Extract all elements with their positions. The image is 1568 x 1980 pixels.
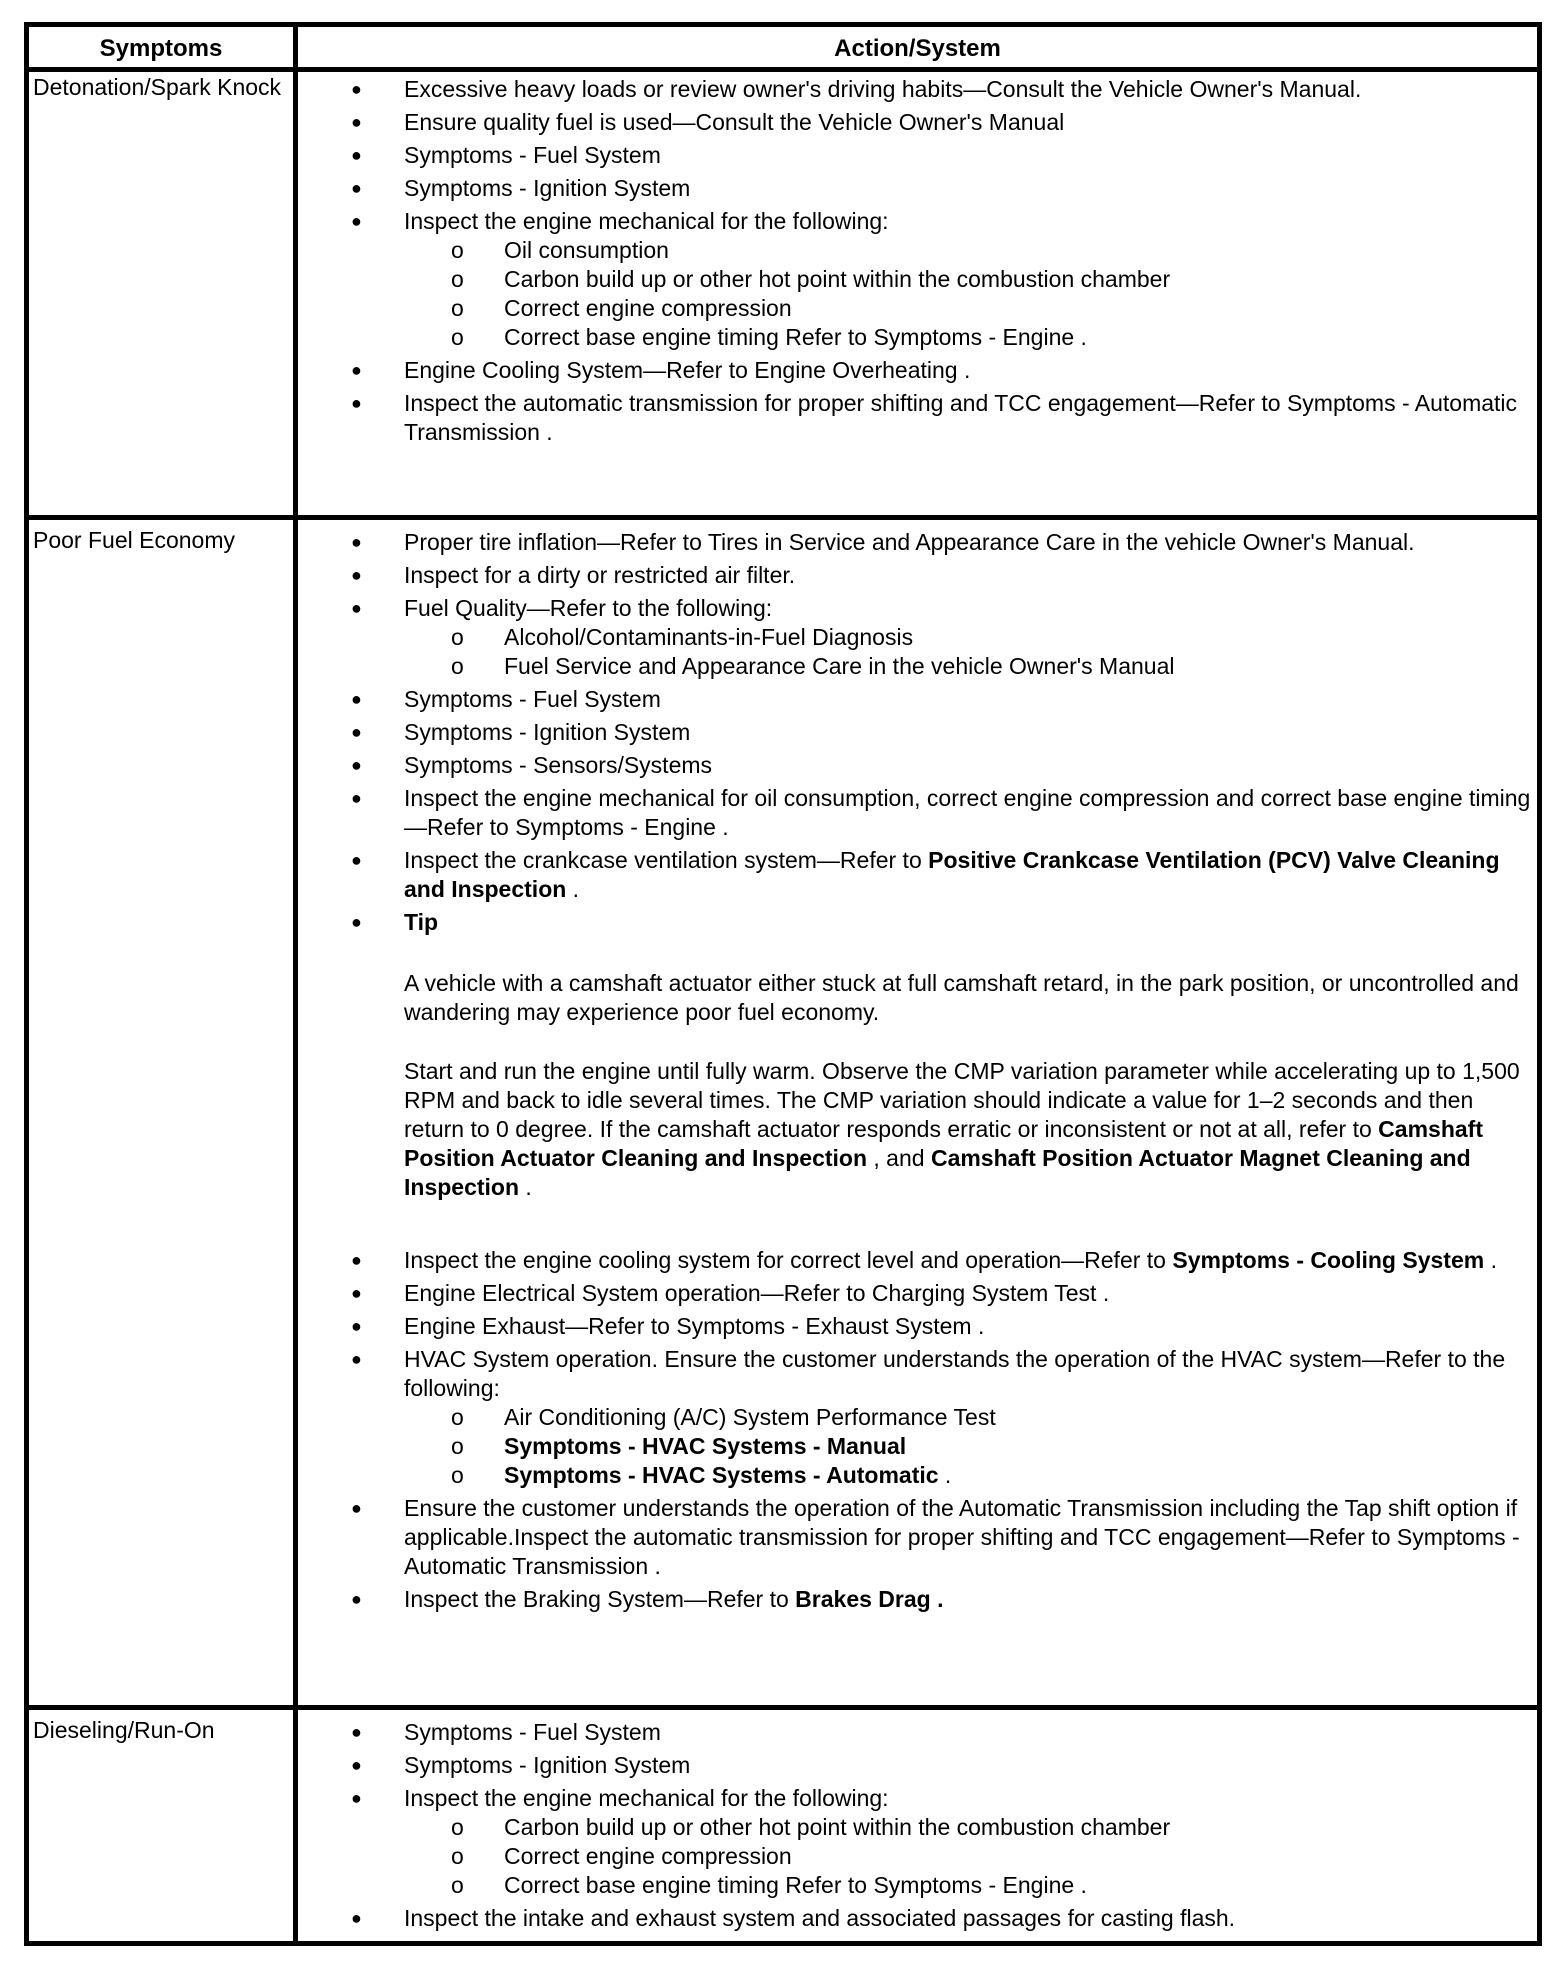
bullet-icon: ● [351,1316,362,1336]
list-item: ● Inspect the engine mechanical for the following: [351,1785,889,1811]
list-item: ● Ensure quality fuel is used—Consult the Vehicle Owner's Manual [351,109,1065,135]
bullet-icon: ● [351,850,362,870]
bullet-icon: ● [351,211,362,231]
circle-bullet-icon: o [451,653,464,679]
list-item: ● Symptoms - Fuel System [351,142,661,168]
sub-list-item: o Correct base engine timing Refer to Symptoms - Engine . [451,324,1087,350]
circle-bullet-icon: o [451,237,464,263]
bullet-icon: ● [351,1755,362,1775]
bullet-icon: ● [351,1589,362,1609]
sub-list-item: o Air Conditioning (A/C) System Performance Test [451,1404,996,1430]
circle-bullet-icon: o [451,624,464,650]
list-item: ● Inspect the engine cooling system for correct level and operation—Refer to Symptoms - Cooling System . [351,1247,1497,1273]
bullet-icon: ● [351,1349,362,1369]
list-item [298,908,1531,937]
list-item: ● Inspect for a dirty or restricted air filter. [351,562,796,588]
symptom-cell: Detonation/Spark Knock [33,74,282,100]
bullet-icon: ● [351,360,362,380]
circle-bullet-icon: o [451,324,464,350]
bullet-icon: ● [351,722,362,742]
header-symptoms: Symptoms [99,35,223,62]
symptom-cell: Dieseling/Run-On [33,1717,215,1743]
hvac-automatic-link[interactable]: Symptoms - HVAC Systems - Automatic [504,1462,939,1488]
bullet-icon: ● [351,1788,362,1808]
bullet-icon: ● [351,1250,362,1270]
bullet-icon: ● [351,788,362,808]
list-item: ● Symptoms - Ignition System [351,175,691,201]
sub-list-item: o Symptoms - HVAC Systems - Automatic . [451,1462,952,1488]
camshaft-actuator-link[interactable]: Camshaft Position Actuator Cleaning and Inspection [404,1116,1483,1171]
table-header [29,27,1537,72]
sub-list-item: o Carbon build up or other hot point within the combustion chamber [451,1814,1171,1840]
circle-bullet-icon: o [451,295,464,321]
bullet-icon: ● [351,1722,362,1742]
list-item: ● Symptoms - Ignition System [351,1752,691,1778]
symptoms-table [24,22,1542,1946]
bullet-icon: ● [351,532,362,552]
bullet-icon: ● [351,112,362,132]
sub-list-item: o Correct engine compression [451,295,792,321]
sub-list-item: o Correct engine compression [451,1843,792,1869]
circle-bullet-icon: o [451,1433,464,1459]
list-item: ● Inspect the intake and exhaust system and associated passages for casting flash. [351,1905,1236,1931]
bullet-icon: ● [351,79,362,99]
table-row [29,67,1537,520]
circle-bullet-icon: o [451,1872,464,1898]
list-item: ● Fuel Quality—Refer to the following: [351,595,773,621]
action-cell [298,528,1531,1618]
sub-list-item [298,1432,1531,1461]
bullet-icon: ● [351,393,362,413]
list-item: ● Ensure the customer understands the operation of the Automatic Transmission including the Tap shift option if applicable.Inspect the automatic transmission for proper shifting and TCC engagement—Refer to Symptoms - Automatic Transmission . [351,1495,1520,1579]
table-row [29,520,1537,1710]
list-item: ● Symptoms - Fuel System [351,686,661,712]
pcv-link[interactable]: Positive Crankcase Ventilation (PCV) Valve Cleaning and Inspection [404,847,1500,902]
cooling-system-link[interactable]: Symptoms - Cooling System [1172,1247,1485,1273]
list-item: ● HVAC System operation. Ensure the customer understands the operation of the HVAC system—Refer to the following: [351,1346,1506,1401]
list-item: ● Proper tire inflation—Refer to Tires in Service and Appearance Care in the vehicle Owner's Manual. [351,529,1415,555]
list-item: ● Symptoms - Fuel System [351,1719,661,1745]
bullet-icon: ● [351,1283,362,1303]
list-item: ● Inspect the crankcase ventilation system—Refer to Positive Crankcase Ventilation (PCV) Valve Cleaning and Inspection . [351,847,1500,902]
list-item: ● Engine Exhaust—Refer to Symptoms - Exhaust System . [351,1313,985,1339]
sub-list-item: o Oil consumption [451,237,669,263]
header-action-system: Action/System [834,35,1001,62]
camshaft-magnet-link[interactable]: Camshaft Position Actuator Magnet Cleaning and Inspection [404,1145,1471,1200]
bullet-icon: ● [351,598,362,618]
list-item: ● Inspect the automatic transmission for proper shifting and TCC engagement—Refer to Symptoms - Automatic Transmission . [351,390,1518,445]
action-cell [298,75,1531,451]
bullet-icon: ● [351,755,362,775]
sub-list-item: o Correct base engine timing Refer to Symptoms - Engine . [451,1872,1087,1898]
tip-label: Tip [404,909,439,935]
bullet-icon: ● [351,145,362,165]
list-item: ● Inspect the Braking System—Refer to Brakes Drag . [351,1586,944,1612]
list-item: ● Symptoms - Sensors/Systems [351,752,713,778]
list-item: ● Inspect the engine mechanical for the following: [351,208,889,234]
symptom-cell: Poor Fuel Economy [33,527,235,553]
circle-bullet-icon: o [451,1843,464,1869]
list-item: ● Inspect the engine mechanical for oil consumption, correct engine compression and correct base engine timing—Refer to Symptoms - Engine . [351,785,1531,840]
circle-bullet-icon: o [451,1814,464,1840]
list-item: ● Symptoms - Ignition System [351,719,691,745]
bullet-icon: ● [351,565,362,585]
list-item: ● Excessive heavy loads or review owner's driving habits—Consult the Vehicle Owner's Manual. [351,76,1362,102]
sub-list-item: o Carbon build up or other hot point within the combustion chamber [451,266,1171,292]
list-item: ● Engine Electrical System operation—Refer to Charging System Test . [351,1280,1110,1306]
sub-list-item: o Alcohol/Contaminants-in-Fuel Diagnosis [451,624,914,650]
bullet-icon: ● [351,912,362,932]
circle-bullet-icon: o [451,1462,464,1488]
action-cell [298,1718,1531,1937]
tip-paragraph: A vehicle with a camshaft actuator either stuck at full camshaft retard, in the park position, or uncontrolled and wandering may experience poor fuel economy. [404,970,1519,1025]
bullet-icon: ● [351,1498,362,1518]
circle-bullet-icon: o [451,266,464,292]
tip-paragraph: Start and run the engine until fully warm. Observe the CMP variation parameter while accelerating up to 1,500 RPM and back to idle several times. The CMP variation should indicate a value for 1–2 seconds and then return to 0 degree. If the camshaft actuator responds erratic or inconsistent or not at all, refer to Camshaft Position Actuator Cleaning and Inspection , and Camshaft Position Actuator Magnet Cleaning and Inspection . [404,1058,1520,1200]
bullet-icon: ● [351,1908,362,1928]
bullet-icon: ● [351,178,362,198]
sub-list-item: o Fuel Service and Appearance Care in the vehicle Owner's Manual [451,653,1175,679]
hvac-manual-link[interactable]: Symptoms - HVAC Systems - Manual [504,1433,907,1459]
list-item: ● Engine Cooling System—Refer to Engine Overheating . [351,357,971,383]
circle-bullet-icon: o [451,1404,464,1430]
bullet-icon: ● [351,689,362,709]
table-row [29,1710,1537,1941]
brakes-drag-link[interactable]: Brakes Drag . [795,1586,944,1612]
